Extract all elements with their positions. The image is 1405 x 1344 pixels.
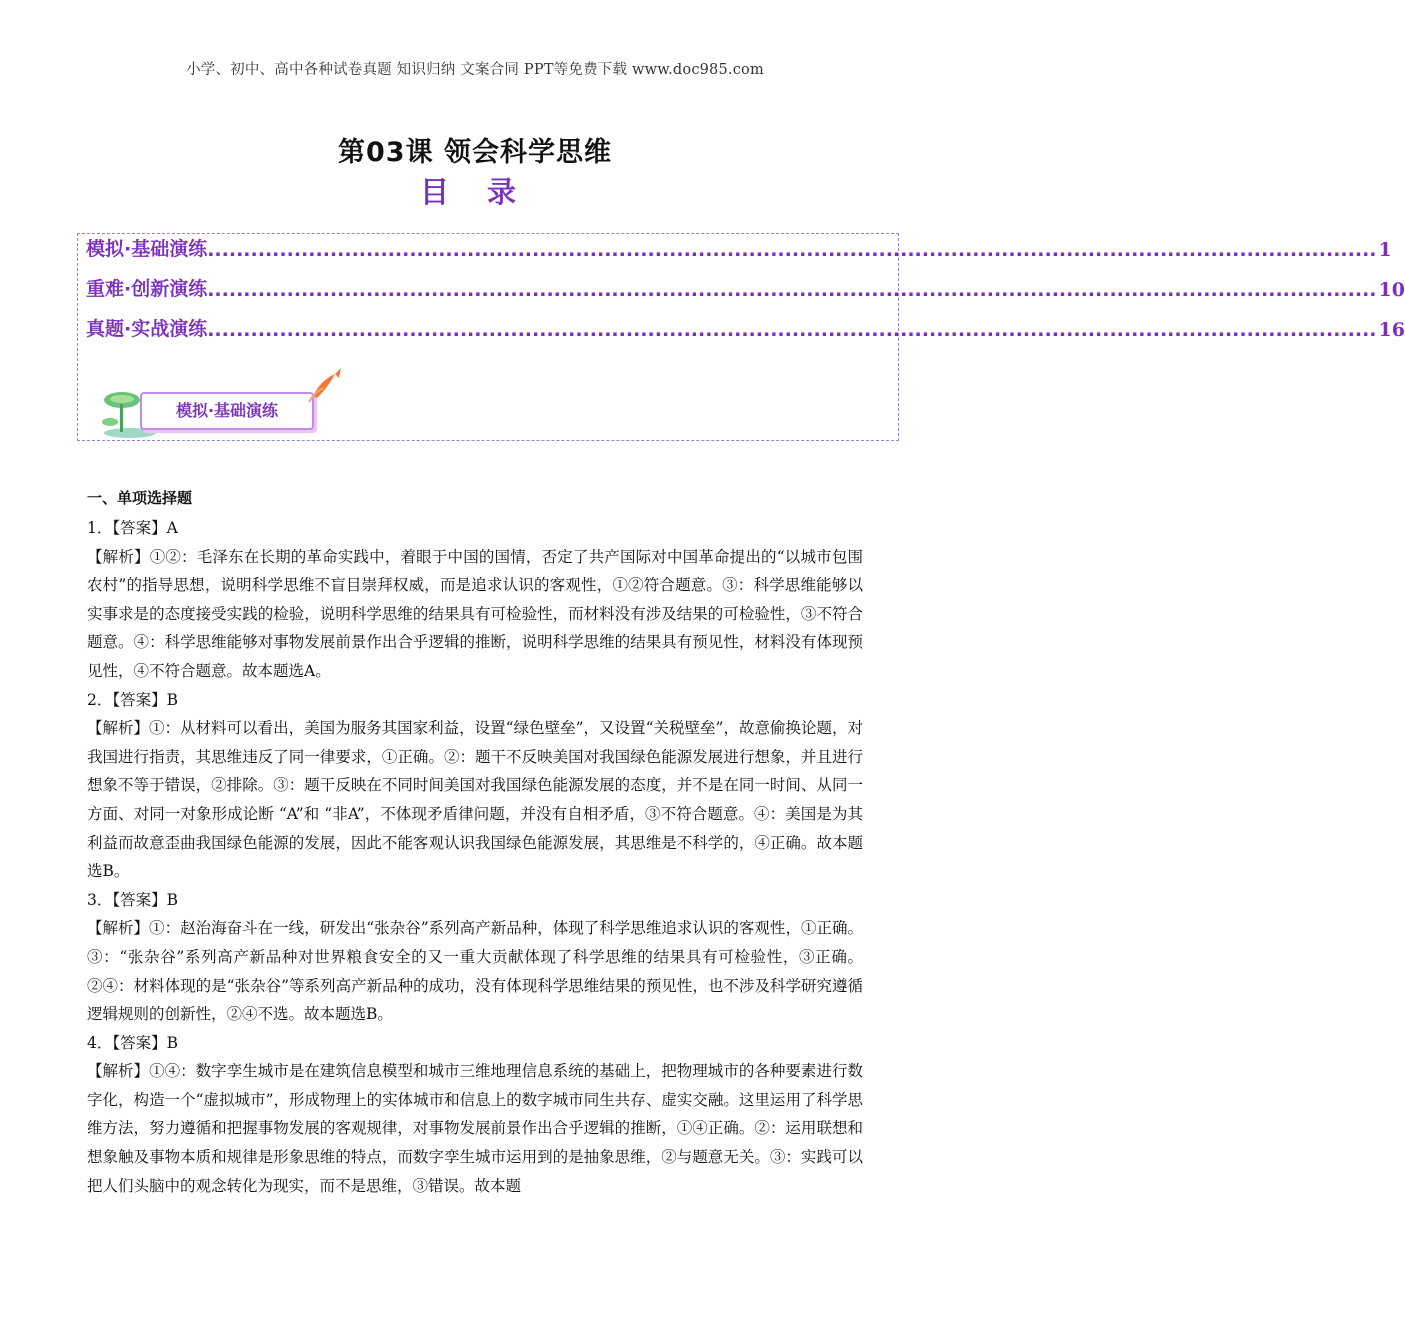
analysis-text: 【解析】①④：数字孪生城市是在建筑信息模型和城市三维地理信息系统的基础上，把物理城市的各种要素进行数字化，构造一个“虚拟城市”，形成物理上的实体城市和信息上的数字城市同生共存、虚实交融。这里运用了科学思维方法，努力遵循和把握事物发展的客观规律，对事物发展前景作出合乎逻辑的推断，①④正确。②：运用联想和想象触及事物本质和规律是形象思维的特点，而数字孪生城市运用到的是抽象思维，②与题意无关。③：实践可以把人们头脑中的观念转化为现实，而不是思维，③错误。故本题 (87, 1062, 863, 1195)
answer-line: 1．【答案】A (87, 519, 178, 537)
badge-frame (140, 392, 314, 430)
toc-leader-dots: .................................................................................................................................................................. (207, 319, 1377, 341)
answer-line: 2．【答案】B (87, 690, 179, 709)
section-heading: 一、单项选择题 (87, 489, 193, 507)
koi-fish-icon (305, 366, 345, 406)
table-of-contents (77, 233, 1405, 441)
badge-label: 模拟·基础演练 (175, 401, 279, 420)
page-header: 小学、初中、高中各种试卷真题 知识归纳 文案合同 PPT等免费下载 www.doc985.com (186, 62, 764, 78)
toc-heading: 目 录 (419, 175, 531, 209)
toc-entry-label: 模拟·基础演练 (86, 238, 208, 260)
toc-leader-dots: .................................................................................................................................................................. (207, 239, 1377, 261)
section-badge (100, 386, 340, 440)
toc-entry-label: 重难·创新演练 (86, 278, 208, 300)
answer-list (87, 514, 863, 1200)
analysis-text: 【解析】①：赵治海奋斗在一线，研发出“张杂谷”系列高产新品种，体现了科学思维追求认识的客观性，①正确。③：“张杂谷”系列高产新品种对世界粮食安全的又一重大贡献体现了科学思维的结果具有可检验性，③正确。②④：材料体现的是“张杂谷”等系列高产新品种的成功，没有体现科学思维结果的预见性，也不涉及科学研究遵循逻辑规则的创新性，②④不选。故本题选B。 (87, 919, 863, 1024)
toc-entry[interactable] (86, 234, 1392, 261)
analysis-text: 【解析】①②：毛泽东在长期的革命实践中，着眼于中国的国情，否定了共产国际对中国革命提出的“以城市包围农村”的指导思想，说明科学思维不盲目崇拜权威，而是追求认识的客观性，①②符合题意。③：科学思维能够以实事求是的态度接受实践的检验，说明科学思维的结果具有可检验性，而材料没有涉及结果的可检验性，③不符合题意。④：科学思维能够对事物发展前景作出合乎逻辑的推断，说明科学思维的结果具有预见性，材料没有体现预见性，④不符合题意。故本题选A。 (87, 547, 863, 680)
toc-entry[interactable] (86, 274, 1405, 301)
toc-leader-dots: .................................................................................................................................................................. (207, 279, 1377, 301)
toc-entry-page: 10 (1378, 279, 1405, 301)
answer-line: 4．【答案】B (87, 1033, 179, 1052)
toc-entry-label: 真题·实战演练 (86, 318, 208, 340)
toc-entry-page: 16 (1378, 319, 1405, 341)
toc-entry-page: 1 (1378, 239, 1392, 261)
answer-line: 3．【答案】B (87, 890, 179, 909)
analysis-text: 【解析】①：从材料可以看出，美国为服务其国家利益，设置“绿色壁垒”，又设置“关税壁垒”，故意偷换论题，对我国进行指责，其思维违反了同一律要求，①正确。②：题干不反映美国对我国绿色能源发展进行想象，并且进行想象不等于错误，②排除。③：题干反映在不同时间美国对我国绿色能源发展的态度，并不是在同一时间、从同一方面、对同一对象形成论断 “A”和 “非A”，不体现矛盾律问题，并没有自相矛盾，③不符合题意。④：美国是为其利益而故意歪曲我国绿色能源的发展，因此不能客观认识我国绿色能源发展，其思维是不科学的，④正确。故本题选B。 (87, 719, 863, 881)
toc-entry[interactable] (86, 314, 1405, 341)
lesson-title: 第03课 领会科学思维 (338, 137, 612, 168)
